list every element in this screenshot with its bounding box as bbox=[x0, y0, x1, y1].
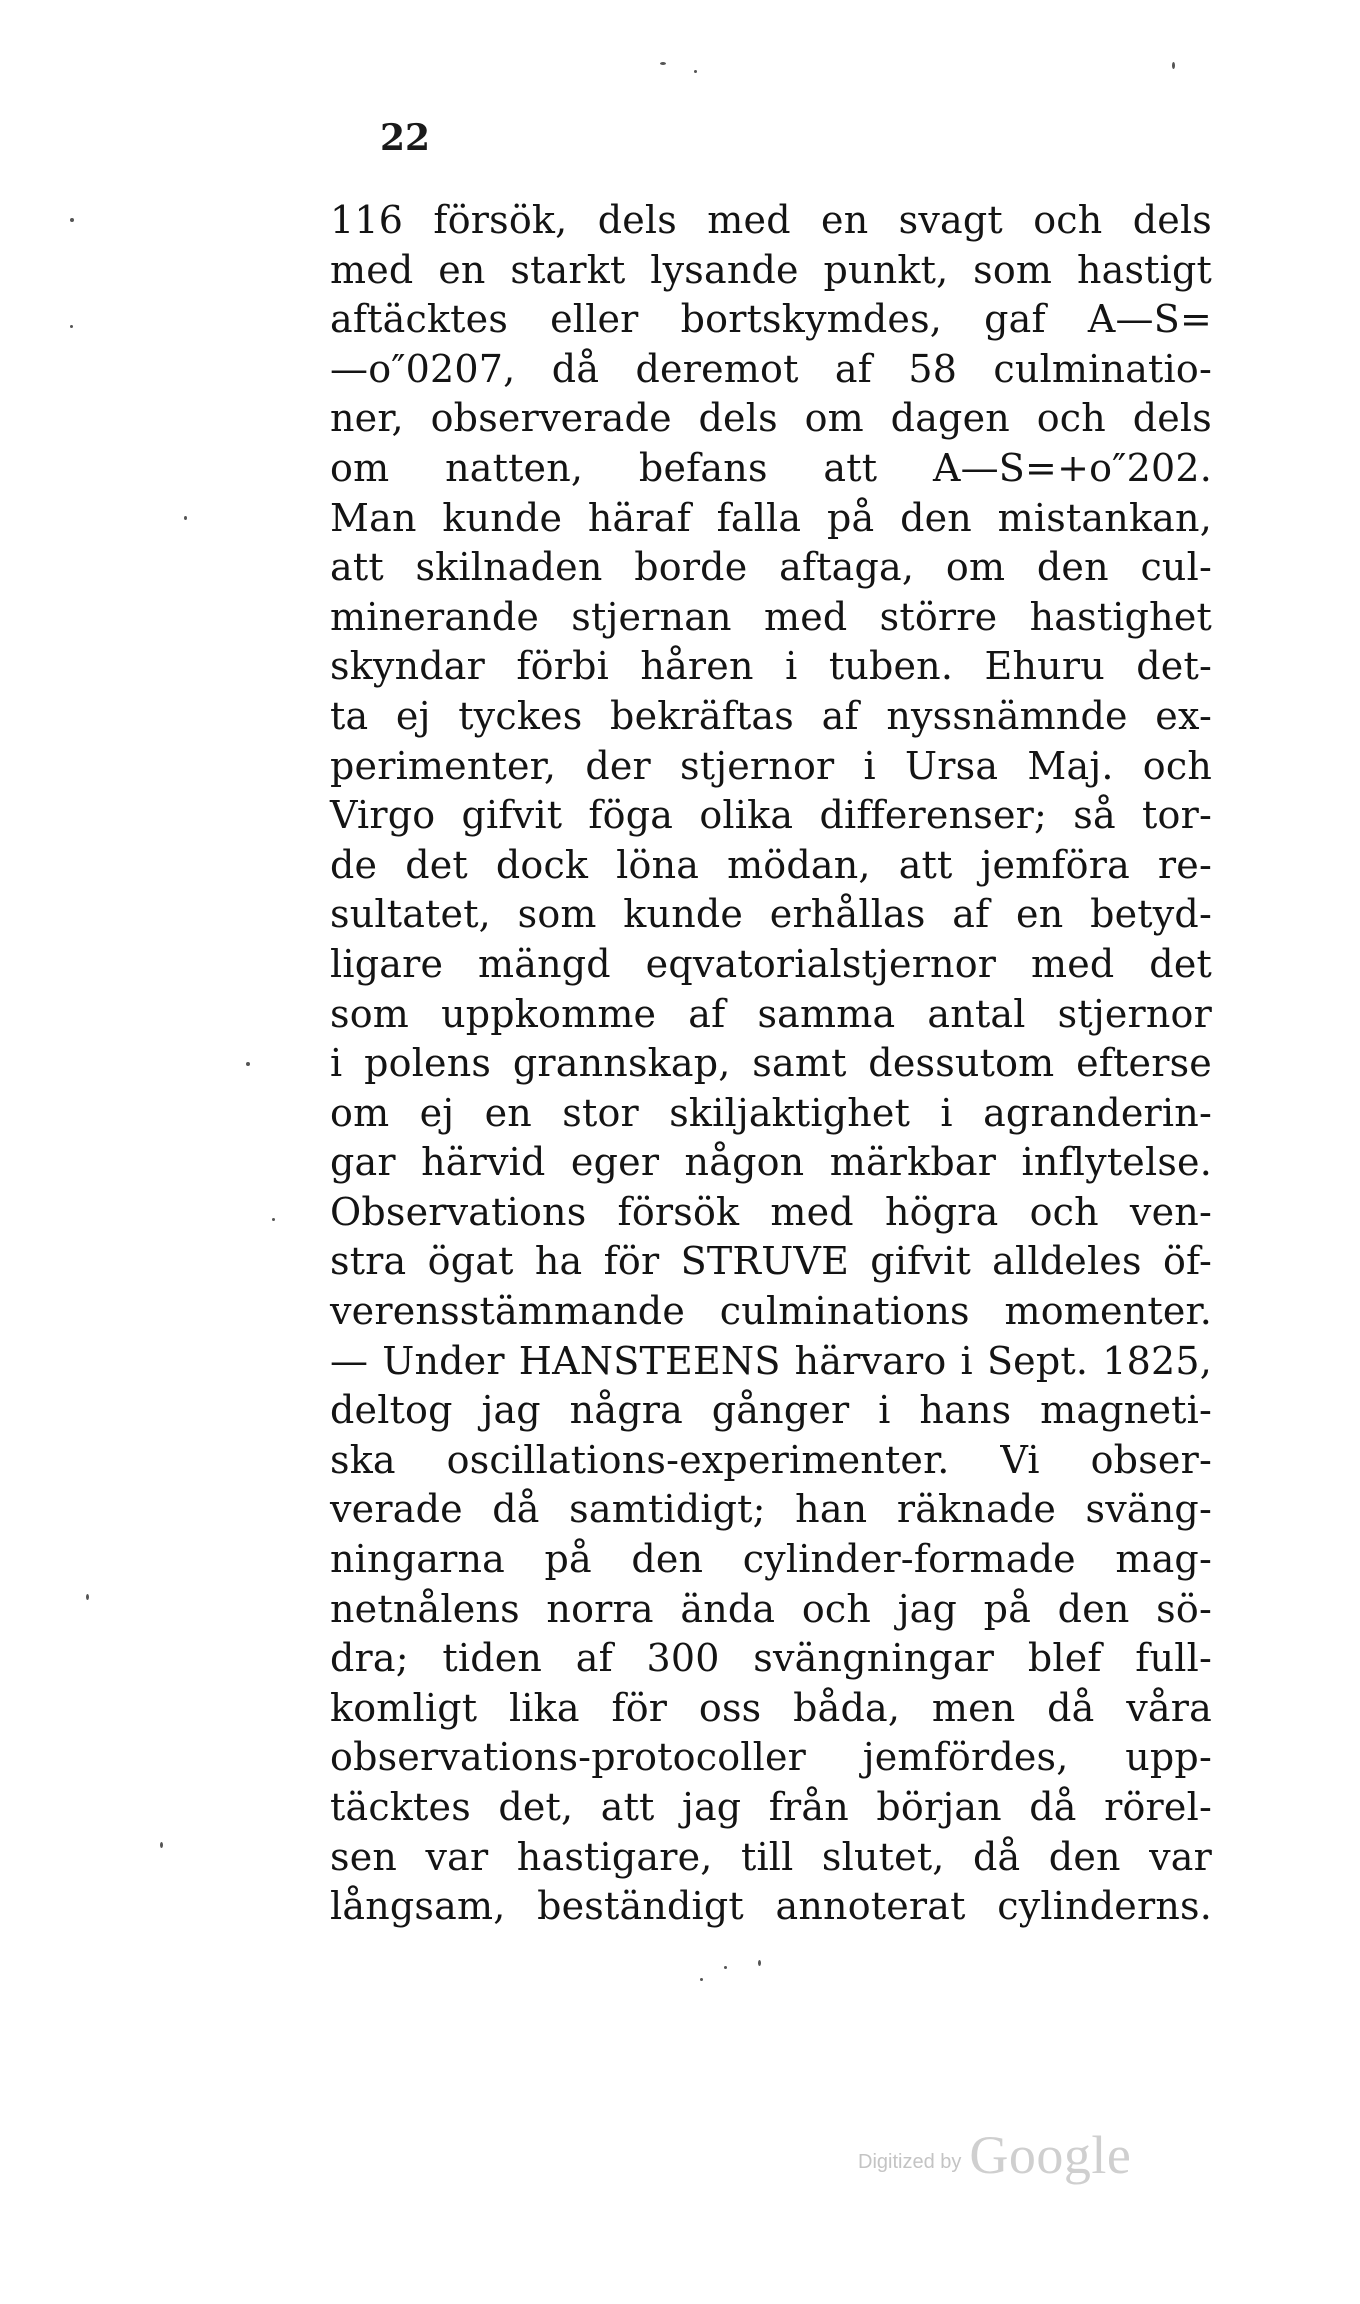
scan-speck bbox=[86, 1594, 89, 1600]
text-line: sen var hastigare, till slutet, då den var bbox=[330, 1834, 1212, 1879]
text-line: dra; tiden af 300 svängningar blef full- bbox=[330, 1636, 1212, 1681]
text-line: perimenter, der stjernor i Ursa Maj. och bbox=[330, 743, 1212, 788]
text-line: gar härvid eger någon märkbar inflytelse. bbox=[330, 1140, 1212, 1185]
scan-speck bbox=[70, 325, 73, 328]
text-line: Observations försök med högra och ven- bbox=[330, 1189, 1212, 1234]
text-line: ligare mängd eqvatorialstjernor med det bbox=[330, 941, 1212, 986]
scan-speck bbox=[1172, 62, 1175, 69]
text-line: om natten, befans att A—S=+o″202. bbox=[330, 445, 1212, 490]
text-line: om ej en stor skiljaktighet i agranderin- bbox=[330, 1090, 1212, 1135]
text-line: — Under HANSTEENS härvaro i Sept. 1825, bbox=[330, 1338, 1212, 1383]
text-line: verade då samtidigt; han räknade sväng- bbox=[330, 1487, 1212, 1532]
body-paragraph bbox=[330, 196, 1212, 1932]
text-line: ner, observerade dels om dagen och dels bbox=[330, 396, 1212, 441]
text-line: skyndar förbi håren i tuben. Ehuru det- bbox=[330, 644, 1212, 689]
text-line: de det dock löna mödan, att jemföra re- bbox=[330, 842, 1212, 887]
digitized-by-google-watermark bbox=[858, 2122, 1132, 2185]
text-line: 116 försök, dels med en svagt och dels bbox=[330, 198, 1212, 242]
text-line: komligt lika för oss båda, men då våra bbox=[330, 1685, 1212, 1730]
scan-speck bbox=[272, 1218, 275, 1221]
scan-speck bbox=[758, 1960, 761, 1966]
text-line: ta ej tyckes bekräftas af nyssnämnde ex- bbox=[330, 693, 1212, 738]
scan-speck bbox=[700, 1978, 703, 1981]
text-line: netnålens norra ända och jag på den sö- bbox=[330, 1586, 1212, 1631]
scan-speck bbox=[70, 218, 74, 222]
text-line: —o″0207, då deremot af 58 culminatio- bbox=[330, 346, 1212, 391]
scan-speck bbox=[246, 1062, 250, 1066]
scan-speck bbox=[724, 1966, 727, 1969]
text-line: minerande stjernan med större hastighet bbox=[330, 594, 1212, 639]
scan-speck bbox=[694, 70, 697, 73]
google-wordmark: Google bbox=[969, 2125, 1132, 2185]
text-line: Man kunde häraf falla på den mistankan, bbox=[330, 495, 1212, 540]
page-number: 22 bbox=[380, 117, 431, 159]
text-line: täcktes det, att jag från början då rörel- bbox=[330, 1785, 1212, 1829]
text-line: aftäcktes eller bortskymdes, gaf A—S= bbox=[330, 297, 1212, 342]
text-line: i polens grannskap, samt dessutom efterse bbox=[330, 1041, 1212, 1086]
text-line: deltog jag några gånger i hans magneti- bbox=[330, 1388, 1212, 1433]
digitized-by-text: Digitized by bbox=[858, 2151, 962, 2173]
text-line: Virgo gifvit föga olika differenser; så tor- bbox=[330, 793, 1212, 838]
text-line: sultatet, som kunde erhållas af en betyd- bbox=[330, 892, 1212, 937]
text-line: verensstämmande culminations momenter. bbox=[330, 1289, 1212, 1334]
text-line: långsam, beständigt annoterat cylinderns. bbox=[330, 1884, 1212, 1929]
text-line: stra ögat ha för STRUVE gifvit alldeles öf- bbox=[330, 1239, 1212, 1284]
scan-speck bbox=[660, 62, 666, 65]
text-line: att skilnaden borde aftaga, om den cul- bbox=[330, 545, 1212, 590]
text-line: ska oscillations-experimenter. Vi obser- bbox=[330, 1437, 1212, 1482]
text-line: observations-protocoller jemfördes, upp- bbox=[330, 1735, 1212, 1780]
scan-speck bbox=[160, 1842, 163, 1848]
text-line: som uppkomme af samma antal stjernor bbox=[330, 991, 1212, 1036]
scan-speck bbox=[184, 516, 187, 520]
text-line: ningarna på den cylinder-formade mag- bbox=[330, 1537, 1212, 1582]
text-line: med en starkt lysande punkt, som hastigt bbox=[330, 247, 1212, 292]
